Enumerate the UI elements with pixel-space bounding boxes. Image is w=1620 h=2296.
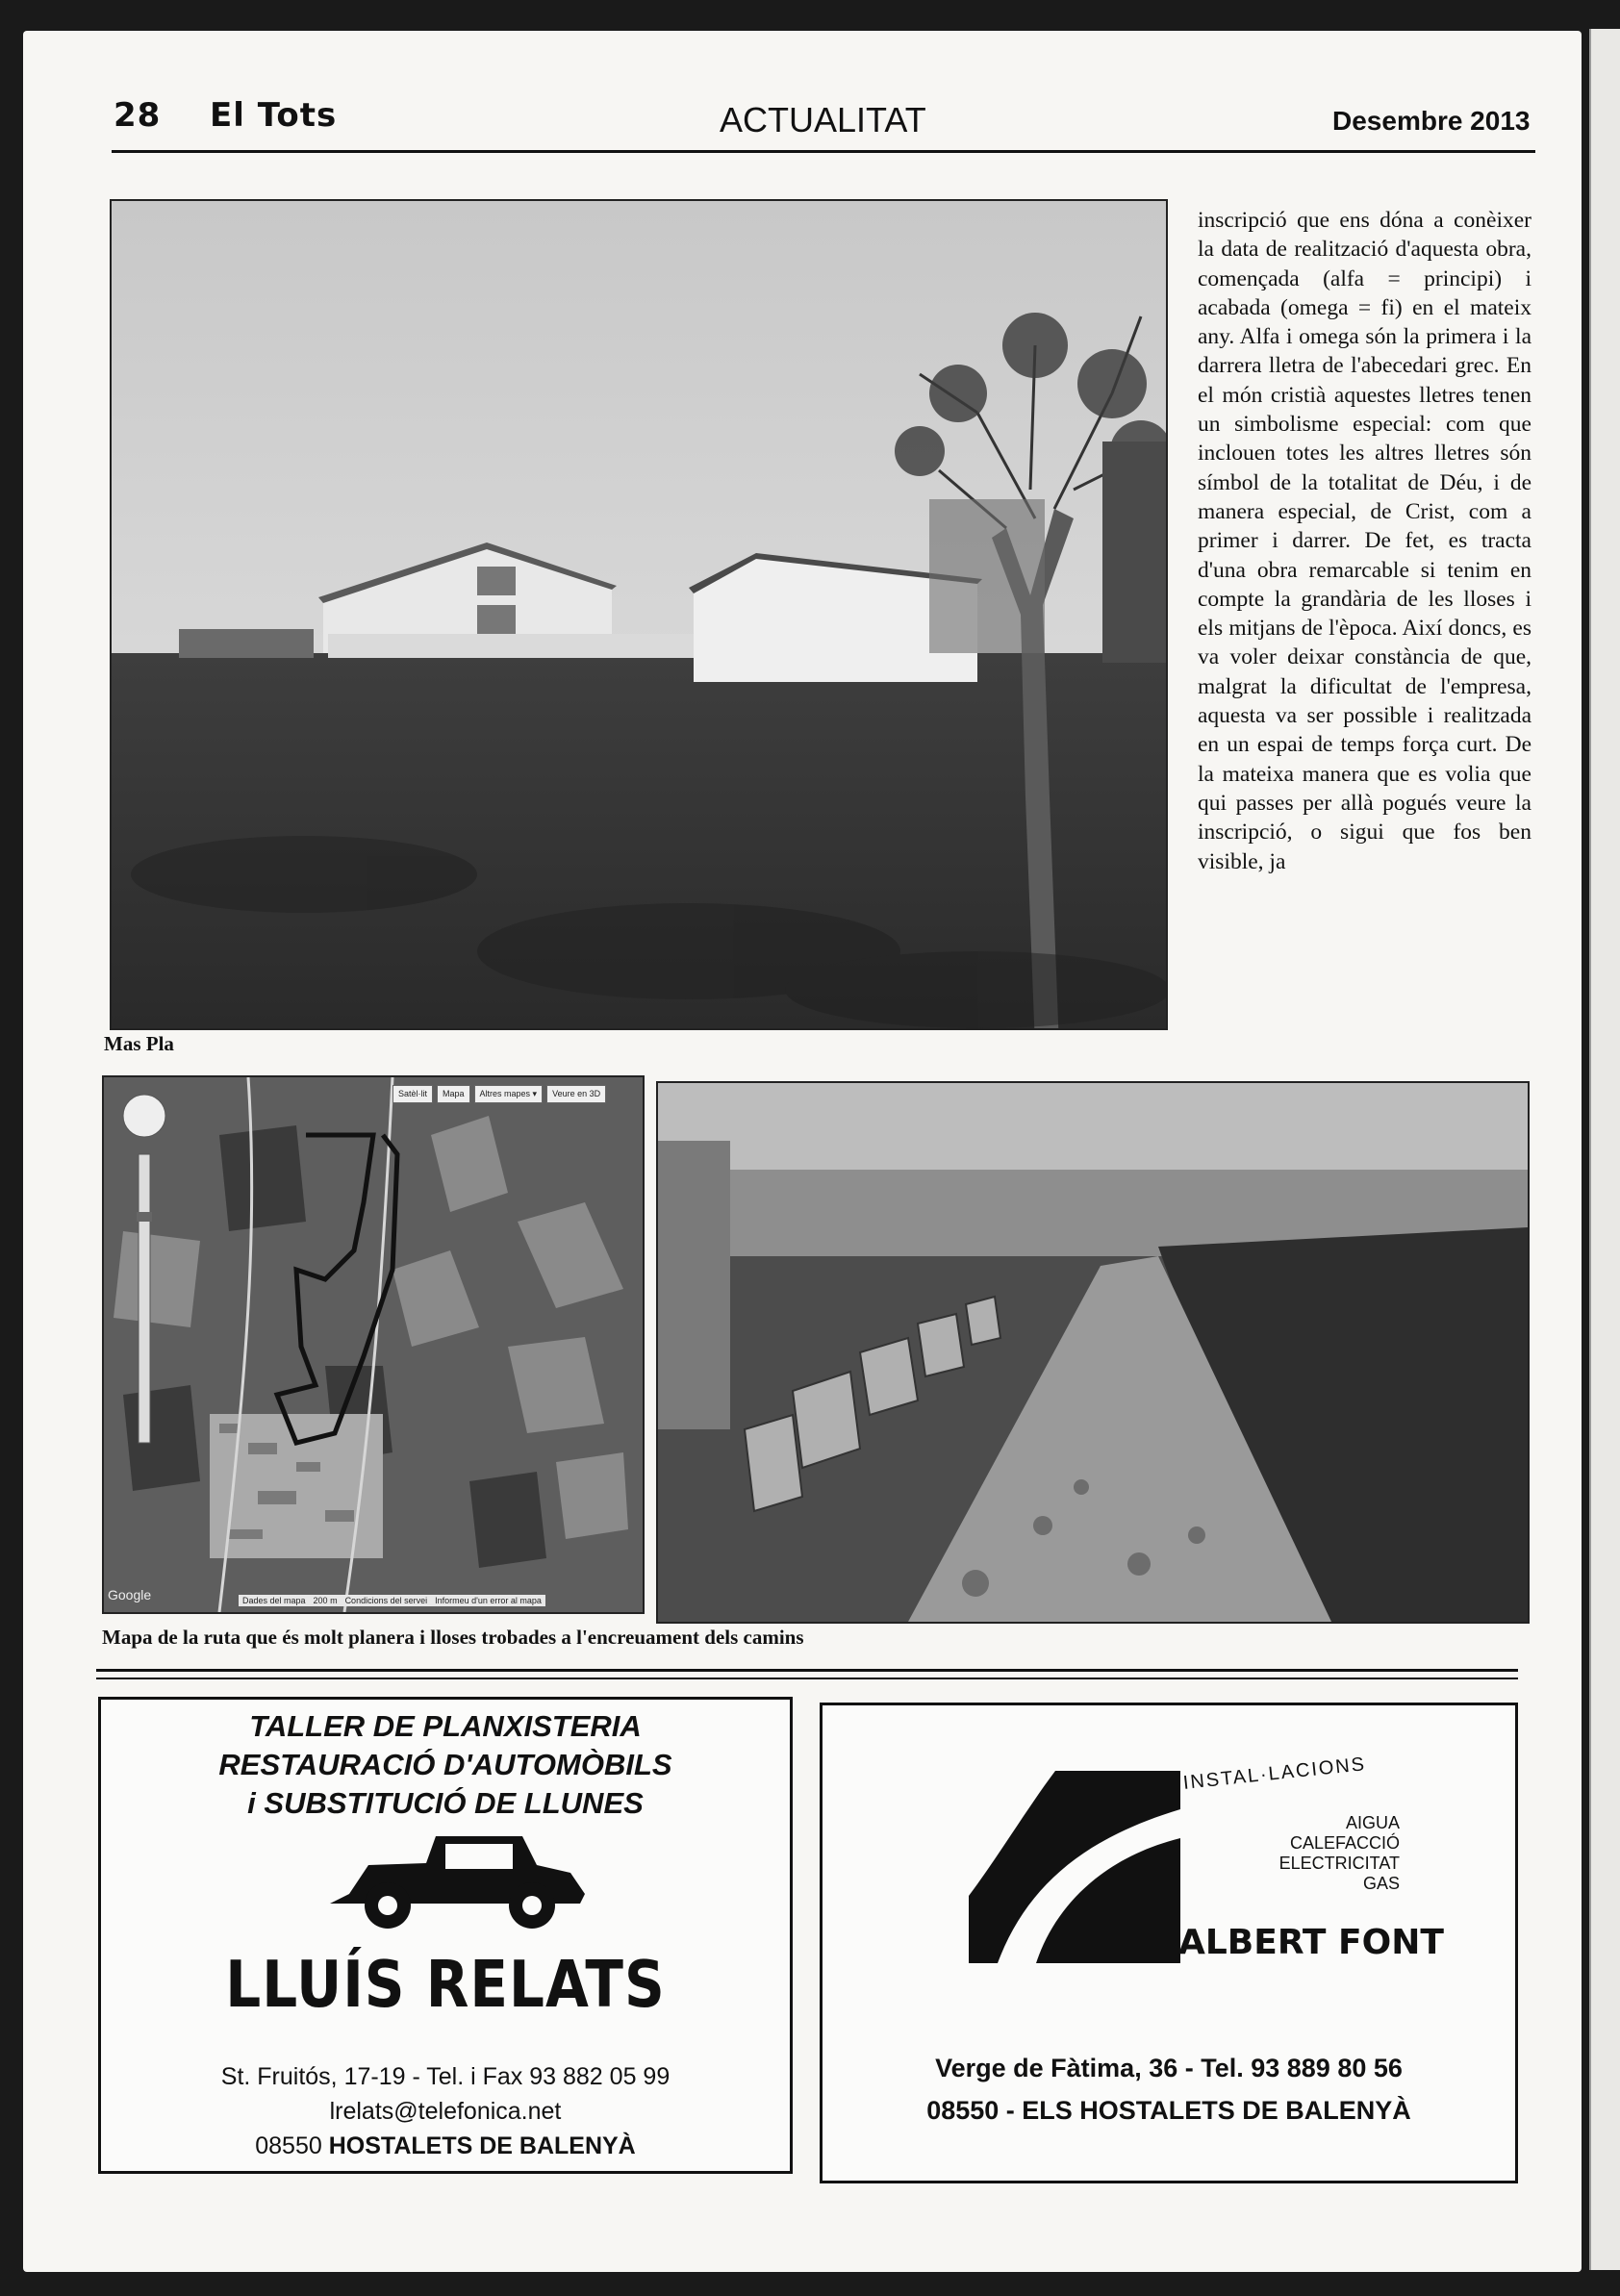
issue-date: Desembre 2013: [1332, 106, 1531, 136]
service-electricity: ELECTRICITAT: [1278, 1854, 1400, 1873]
terms-link[interactable]: Condicions del servei: [344, 1596, 428, 1605]
stones-path-photo: [656, 1081, 1530, 1624]
map-scale-label: 200 m: [313, 1596, 338, 1605]
map-button[interactable]: Mapa: [437, 1085, 470, 1103]
ad-left-title-line-2: RESTAURACIÓ D'AUTOMÒBILS: [218, 1748, 672, 1781]
ad-left-brand: LLUÍS RELATS: [225, 1946, 666, 2023]
map-data-label: Dades del mapa: [242, 1596, 306, 1605]
article-text: inscripció que ens dóna a conèixer la data de realització d'aquesta obra, començada (alfa = principi) i acabada (omega = fi) en el mateix any. Alfa i omega són la primera i la darrera lletra de l'abecedari grec. En el món cristià aquestes lletres tenen un simbolisme especial: com que inclouen totes les altres lletres són símbol de la totalitat de Déu, i de manera especial, de Crist, com a primer i darrer. De fet, es tracta d'una obra remarcable si tenim en compte la grandària de les lloses i els mitjans de l'època. Així doncs, es va voler deixar constància de que, malgrat la dificultat de l'empresa, aquesta va ser possible i realitzada en un espai de temps força curt. De la mateixa manera que es volia que qui passes per allà pogués veure la inscripció, o sigui que fos ben visible, ja: [1198, 208, 1531, 874]
page-number: 28: [114, 96, 162, 135]
ad-left-address: St. Fruitós, 17-19 - Tel. i Fax 93 882 05 99: [220, 2063, 671, 2090]
ad-left-email: lrelats@telefonica.net: [329, 2098, 562, 2125]
ad-left-postcode: 08550: [255, 2132, 322, 2159]
photo1-caption: Mas Pla: [104, 1032, 174, 1055]
ad-left-title: [101, 1707, 790, 1823]
header-rule: [112, 150, 1535, 153]
service-gas: GAS: [1362, 1874, 1400, 1893]
mas-pla-photo: [110, 199, 1168, 1030]
albert-font-logo-icon: [969, 1771, 1180, 1963]
ads-rule-bottom: [96, 1678, 1518, 1679]
ad-lluis-relats: [98, 1697, 793, 2174]
ad-right-address: Verge de Fàtima, 36 - Tel. 93 889 80 56: [935, 2054, 1403, 2082]
ad-left-title-line-3: i SUBSTITUCIÓ DE LLUNES: [247, 1786, 644, 1820]
google-logo: Google: [108, 1587, 152, 1602]
photo-row-caption: Mapa de la ruta que és molt planera i lloses trobades a l'encreuament dels camins: [102, 1626, 804, 1649]
ad-right-brand: ALBERT FONT: [1178, 1923, 1444, 1962]
ad-left-town: [101, 2129, 790, 2163]
view-3d-button[interactable]: Veure en 3D: [546, 1085, 606, 1103]
ad-right-tagline: INSTAL·LACIONS: [1181, 1754, 1368, 1794]
publication-name: El Tots: [210, 96, 338, 135]
ad-left-town-name: HOSTALETS DE BALENYÀ: [328, 2132, 636, 2159]
section-title: ACTUALITAT: [720, 100, 926, 139]
map-footer: [239, 1595, 545, 1606]
ad-right-town: 08550 - ELS HOSTALETS DE BALENYÀ: [926, 2096, 1411, 2125]
more-maps-button[interactable]: Altres mapes ▾: [474, 1085, 544, 1103]
service-heating: CALEFACCIÓ: [1289, 1833, 1400, 1853]
vintage-car-icon: [311, 1827, 599, 1932]
ad-right-services: [1207, 1813, 1400, 1894]
map-type-buttons: [392, 1085, 606, 1103]
route-map: [102, 1075, 645, 1614]
satellite-button[interactable]: Satèl·lit: [392, 1085, 433, 1103]
ad-albert-font: [820, 1703, 1518, 2183]
ad-left-title-line-1: TALLER DE PLANXISTERIA: [249, 1709, 642, 1743]
ads-rule-top: [96, 1669, 1518, 1672]
next-page-edge: [1589, 29, 1620, 2270]
report-error-link[interactable]: Informeu d'un error al mapa: [435, 1596, 542, 1605]
service-water: AIGUA: [1345, 1813, 1400, 1832]
